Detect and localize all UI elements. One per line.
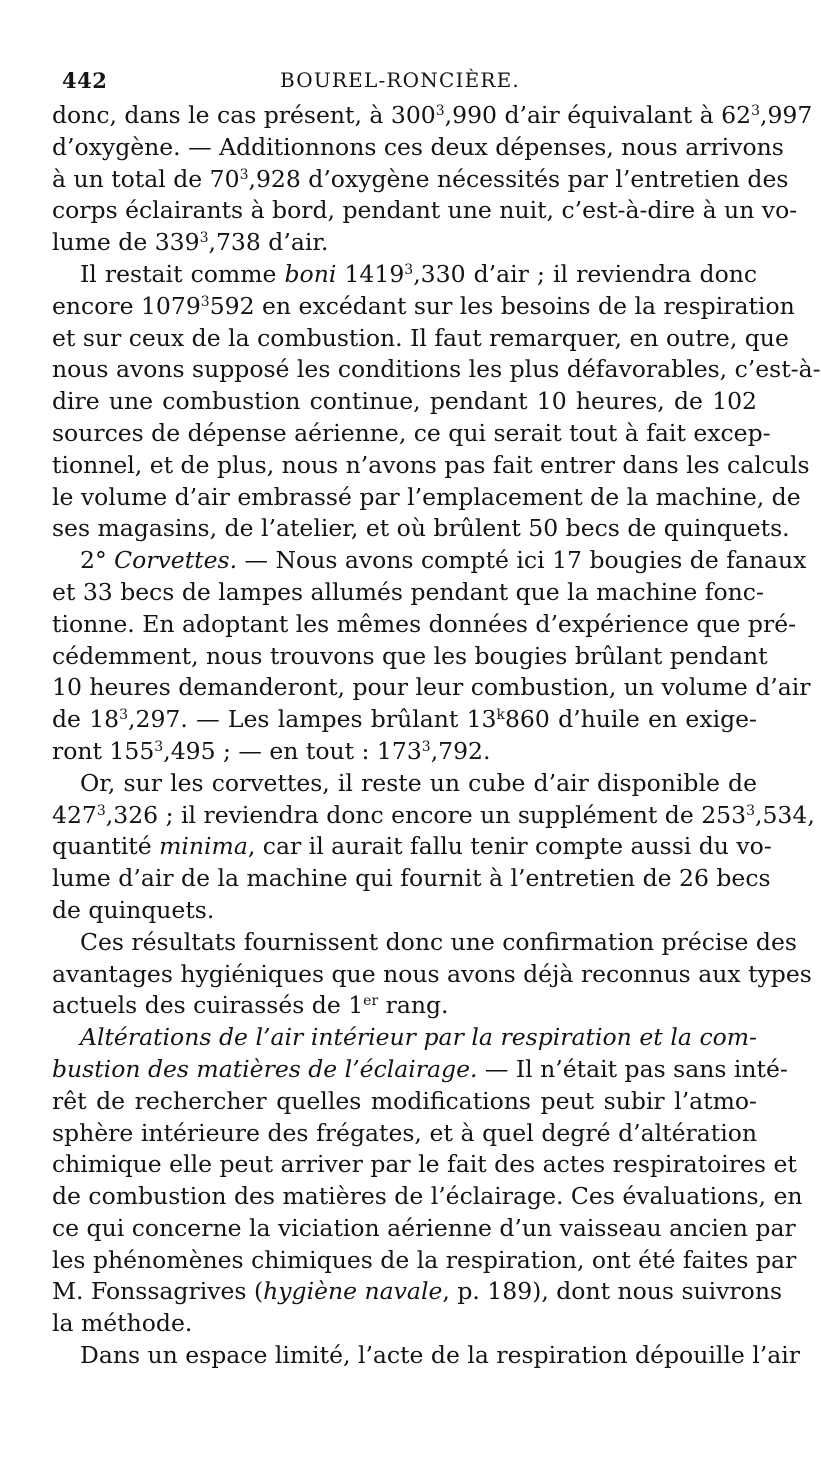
text-segment: ses magasins, de l’atelier, et où brûlent 50 becs de quinquets. xyxy=(52,514,790,543)
text-line xyxy=(52,513,790,545)
text-segment: chimique elle peut arriver par le fait des actes respiratoires et xyxy=(52,1150,797,1179)
text-line xyxy=(52,323,789,355)
italic-text: Corvettes. xyxy=(114,546,238,575)
text-line xyxy=(52,1149,797,1181)
text-line xyxy=(52,291,795,323)
text-segment: sources de dépense aérienne, ce qui serait tout à fait excep- xyxy=(52,418,771,447)
italic-text: boni xyxy=(284,259,337,288)
superscript: 3 xyxy=(119,707,129,724)
italic-text: bustion des matières de l’éclairage. xyxy=(52,1054,478,1083)
italic-text: minima xyxy=(159,832,248,861)
page-number: 442 xyxy=(62,68,108,93)
text-segment: cédemment, nous trouvons que les bougies brûlant pendant xyxy=(52,641,768,670)
text-line xyxy=(52,895,757,927)
text-segment: 592 en excédant sur les besoins de la respiration xyxy=(209,291,795,320)
text-segment: ,792. xyxy=(430,736,491,765)
text-segment: ,990 d’air équivalant à 62 xyxy=(444,101,752,129)
text-segment: ,738 d’air. xyxy=(208,228,329,257)
text-segment: actuels des cuirassés de 1 xyxy=(52,991,364,1020)
text-segment: de quinquets. xyxy=(52,895,215,924)
text-segment: Il restait comme xyxy=(80,259,285,288)
text-segment: avantages hygiéniques que nous avons déjà reconnus aux types xyxy=(52,959,812,988)
text-segment: ,534, xyxy=(755,800,815,829)
text-line xyxy=(52,227,757,259)
text-segment: d’oxygène. — Additionnons ces deux dépenses, nous arrivons xyxy=(52,132,784,161)
text-line xyxy=(52,609,797,641)
text-segment: ,326 ; il reviendra donc encore un supplément de 253 xyxy=(105,800,747,829)
text-line xyxy=(52,1340,800,1372)
superscript: 3 xyxy=(200,293,210,310)
text-segment: Ces résultats fournissent donc une confirmation précise des xyxy=(80,927,797,956)
text-line xyxy=(52,100,813,132)
text-segment: quantité xyxy=(52,832,160,861)
text-segment: 427 xyxy=(52,800,97,829)
text-line xyxy=(52,386,757,418)
text-line xyxy=(52,736,757,768)
text-line xyxy=(52,1086,757,1118)
text-segment: — Nous avons compté ici 17 bougies de fanaux xyxy=(237,546,807,575)
text-line xyxy=(52,577,764,609)
text-line xyxy=(52,831,772,863)
text-segment: 860 d’huile en exige- xyxy=(504,705,757,734)
superscript: 3 xyxy=(96,802,106,819)
text-line xyxy=(52,959,812,991)
text-line xyxy=(52,132,784,164)
text-segment: et 33 becs de lampes allumés pendant que la machine fonc- xyxy=(52,577,764,606)
text-segment: dire une combustion continue, pendant 10 heures, de 102 xyxy=(52,387,757,416)
text-segment: sphère intérieure des frégates, et à quel degré d’altération xyxy=(52,1118,757,1147)
superscript: 3 xyxy=(199,230,209,247)
text-segment: , car il aurait fallu tenir compte aussi du vo- xyxy=(247,832,772,861)
text-segment: donc, dans le cas présent, à 300 xyxy=(52,101,436,129)
text-line xyxy=(52,195,798,227)
text-line xyxy=(52,545,807,577)
text-line xyxy=(52,164,789,196)
text-line xyxy=(52,704,757,736)
text-line xyxy=(52,482,801,514)
superscript: 3 xyxy=(239,166,249,183)
text-segment: 10 heures demanderont, pour leur combustion, un volume d’air xyxy=(52,673,811,702)
italic-text: Altérations de l’air intérieur par la respiration et la com- xyxy=(80,1023,757,1052)
text-line xyxy=(52,259,757,291)
text-line xyxy=(52,1181,803,1213)
text-line xyxy=(52,1245,797,1277)
text-segment: corps éclairants à bord, pendant une nuit, c’est-à-dire à un vo- xyxy=(52,196,798,225)
text-segment: tionnel, et de plus, nous n’avons pas fait entrer dans les calculs xyxy=(52,450,810,479)
text-segment: encore 1079 xyxy=(52,291,201,320)
text-segment: Or, sur les corvettes, il reste un cube d’air disponible de xyxy=(80,768,757,797)
text-segment: à un total de 70 xyxy=(52,164,240,193)
text-segment: ,928 d’oxygène nécessités par l’entretien des xyxy=(248,164,789,193)
text-segment: 2° xyxy=(80,546,115,575)
text-segment: M. Fonssagrives ( xyxy=(52,1277,264,1306)
text-segment: la méthode. xyxy=(52,1309,193,1338)
text-segment: ,330 d’air ; il reviendra donc xyxy=(413,259,758,288)
text-line xyxy=(52,863,771,895)
text-line xyxy=(52,354,821,386)
text-segment: lume d’air de la machine qui fournit à l’entretien de 26 becs xyxy=(52,864,771,893)
text-segment: le volume d’air embrassé par l’emplacement de la machine, de xyxy=(52,482,801,511)
text-segment: les phénomènes chimiques de la respiration, ont été faites par xyxy=(52,1245,797,1274)
superscript: er xyxy=(363,993,379,1010)
text-segment: lume de 339 xyxy=(52,228,200,257)
text-segment: de combustion des matières de l’éclairage. Ces évaluations, en xyxy=(52,1182,803,1211)
text-segment: ,997 xyxy=(759,101,813,129)
text-segment: rang. xyxy=(378,991,449,1020)
text-segment: , p. 189), dont nous suivrons xyxy=(442,1277,783,1306)
text-segment: ,495 ; — en tout : 173 xyxy=(163,736,422,765)
text-line xyxy=(52,641,768,673)
text-segment: ,297. — Les lampes brûlant 13 xyxy=(128,705,497,734)
text-line xyxy=(52,1022,757,1054)
text-segment: et sur ceux de la combustion. Il faut remarquer, en outre, que xyxy=(52,323,789,352)
superscript: 3 xyxy=(746,802,755,819)
superscript: 3 xyxy=(154,738,164,755)
page-header xyxy=(0,60,800,100)
text-line xyxy=(52,1054,788,1086)
text-line xyxy=(52,990,757,1022)
text-segment: — Il n’était pas sans inté- xyxy=(477,1054,788,1083)
superscript: 3 xyxy=(751,103,760,119)
text-segment: ce qui concerne la viciation aérienne d’un vaisseau ancien par xyxy=(52,1213,796,1242)
text-line xyxy=(52,768,757,800)
text-segment: de 18 xyxy=(52,705,120,734)
superscript: k xyxy=(496,707,505,724)
text-line xyxy=(52,1213,796,1245)
running-title: BOUREL-RONCIÈRE. xyxy=(280,68,520,92)
text-line xyxy=(52,450,810,482)
text-line xyxy=(52,418,771,450)
text-line xyxy=(52,1276,783,1308)
text-segment: 1419 xyxy=(336,259,405,288)
text-line xyxy=(52,1118,757,1150)
text-line xyxy=(52,800,815,832)
text-segment: tionne. En adoptant les mêmes données d’expérience que pré- xyxy=(52,609,797,638)
text-line xyxy=(52,1308,757,1340)
text-segment: nous avons supposé les conditions les plus défavorables, c’est-à- xyxy=(52,355,821,384)
superscript: 3 xyxy=(435,103,445,119)
body-text xyxy=(52,100,821,1372)
text-segment: rêt de rechercher quelles modifications peut subir l’atmo- xyxy=(52,1086,757,1115)
superscript: 3 xyxy=(404,261,414,278)
text-line xyxy=(52,672,811,704)
italic-text: hygiène navale xyxy=(263,1277,443,1306)
text-segment: ront 155 xyxy=(52,736,155,765)
text-line xyxy=(52,927,797,959)
superscript: 3 xyxy=(421,738,431,755)
text-segment: Dans un espace limité, l’acte de la respiration dépouille l’air xyxy=(80,1341,800,1370)
